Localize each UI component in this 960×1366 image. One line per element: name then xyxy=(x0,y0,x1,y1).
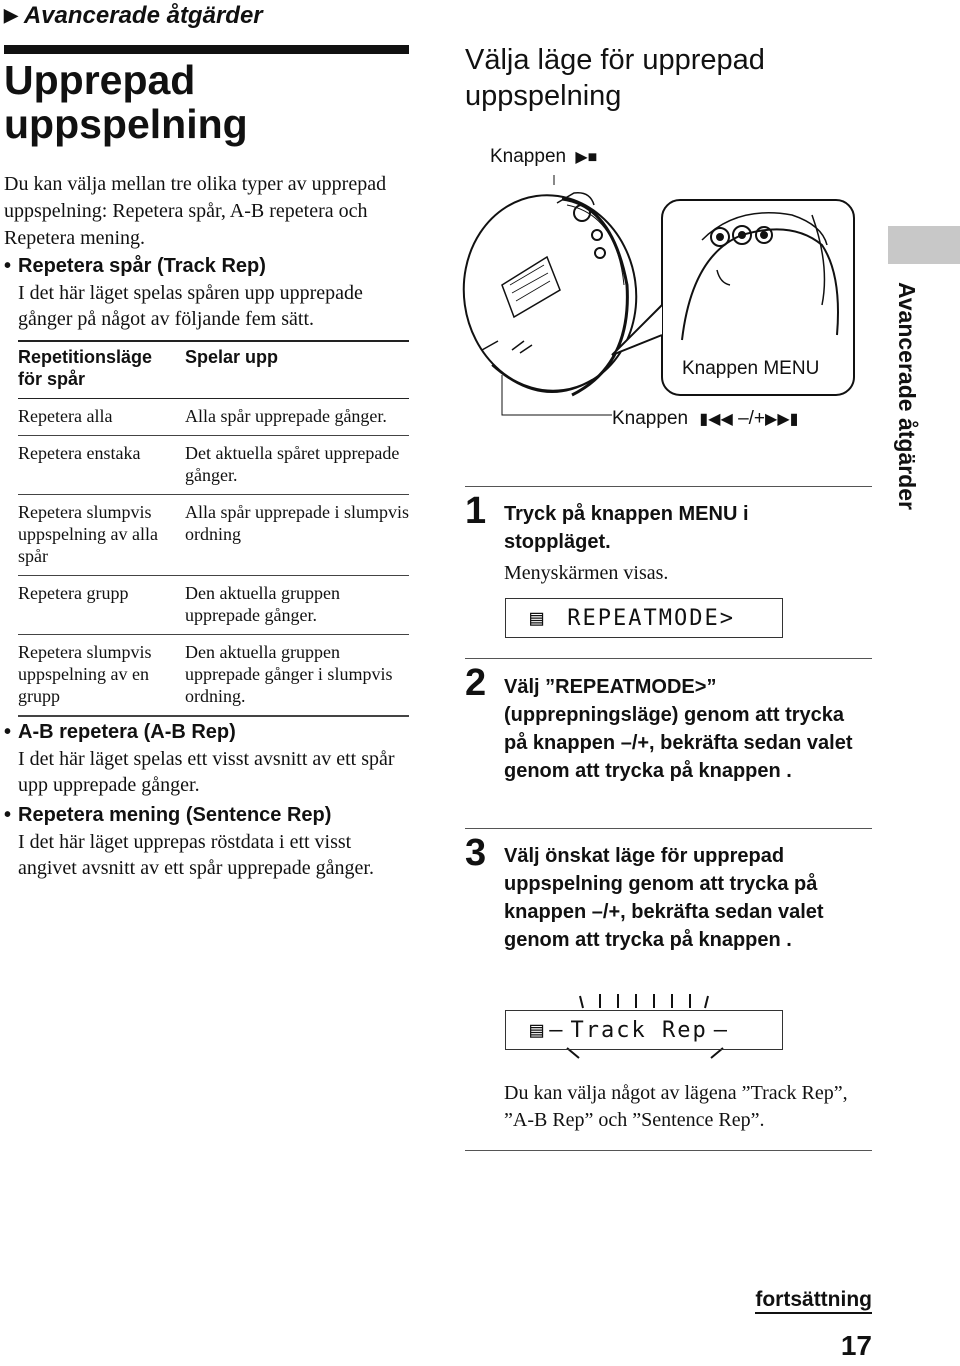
player-body xyxy=(462,184,649,402)
table-cell: Repetera alla xyxy=(18,399,185,436)
table-cell: Repetera slumpvis uppspelning av alla spår xyxy=(18,495,185,576)
bullet-dot-icon: • xyxy=(4,721,12,743)
table-row xyxy=(18,436,409,495)
menu-icon: ▤ xyxy=(530,605,546,631)
play-stop-icon: ▶■ xyxy=(575,149,598,166)
divider xyxy=(465,658,872,659)
continue-label: fortsättning xyxy=(755,1288,872,1314)
table-cell: Den aktuella gruppen upprepade gånger i slumpvis ordning. xyxy=(185,635,409,717)
bullet-title: Repetera spår (Track Rep) xyxy=(18,255,266,277)
table-cell: Det aktuella spåret upprepade gånger. xyxy=(185,436,409,495)
final-note: Du kan välja något av lägena ”Track Rep”, ”A-B Rep” och ”Sentence Rep”. xyxy=(504,1082,848,1131)
table-cell: Repetera enstaka xyxy=(18,436,185,495)
menu-button-label: Knappen MENU xyxy=(682,358,820,379)
bullet-title: Repetera mening (Sentence Rep) xyxy=(18,804,332,826)
step-number: 3 xyxy=(465,832,487,874)
page-number: 17 xyxy=(840,1330,872,1361)
bullet-sentence-rep xyxy=(4,802,409,881)
divider xyxy=(465,828,872,829)
bullet-text: I det här läget spelas spåren upp upprepade gånger på något av följande fem sätt. xyxy=(18,282,363,330)
bullet-dot-icon: • xyxy=(4,255,12,277)
table-header: Spelar upp xyxy=(185,341,409,399)
table-row xyxy=(18,635,409,717)
bullet-track-rep xyxy=(4,253,409,332)
step-note: Menyskärmen visas. xyxy=(504,562,669,584)
skip-back-icon: ▮◀◀ xyxy=(699,411,733,428)
lcd-display-track-rep: ▤ – Track Rep – xyxy=(505,1010,783,1050)
table-header: Repetitionsläge för spår xyxy=(18,341,185,399)
table-cell: Den aktuella gruppen upprepade gånger. xyxy=(185,576,409,635)
step-text: Välj önskat läge för upprepad uppspelning genom att trycka på knappen –/+, bekräfta sedan valet genom att trycka på knappen . xyxy=(504,845,824,951)
repeat-mode-table xyxy=(18,340,409,717)
title-rule xyxy=(4,45,409,54)
intro-text: Du kan välja mellan tre olika typer av upprepad uppspelning: Repetera spår, A-B repetera och Repetera mening. xyxy=(4,173,387,249)
zoomed-device-top xyxy=(682,213,838,340)
step-number: 2 xyxy=(465,662,487,704)
skip-button-label: Knappen ▮◀◀ –/+▶▶▮ xyxy=(612,408,799,429)
bullet-ab-rep xyxy=(4,719,409,798)
table-row xyxy=(18,576,409,635)
device-illustration xyxy=(462,175,862,435)
play-button-label: Knappen ▶■ xyxy=(490,146,598,167)
side-tab xyxy=(888,226,960,264)
table-cell: Alla spår upprepade gånger. xyxy=(185,399,409,436)
table-cell: Repetera slumpvis uppspelning av en grupp xyxy=(18,635,185,717)
step-text: Tryck på knappen MENU i stoppläget. xyxy=(504,503,749,553)
step-number: 1 xyxy=(465,490,487,532)
lcd-text: Track Rep xyxy=(570,1017,708,1043)
table-cell: Repetera grupp xyxy=(18,576,185,635)
divider xyxy=(465,1150,872,1151)
table-row xyxy=(18,399,409,436)
skip-forward-icon: ▶▶▮ xyxy=(765,411,799,428)
page-title: Upprepad uppspelning xyxy=(4,57,248,147)
side-label: Avancerade åtgärder xyxy=(894,282,920,510)
right-heading: Välja läge för upprepad uppspelning xyxy=(465,44,765,112)
section-header xyxy=(4,2,263,30)
table-row xyxy=(18,495,409,576)
menu-icon: ▤ xyxy=(530,1017,546,1043)
step-text: Välj ”REPEATMODE>” (upprepningsläge) genom att trycka på knappen –/+, bekräfta sedan valet genom att trycka på knappen . xyxy=(504,676,853,782)
bullet-text: I det här läget upprepas röstdata i ett visst angivet avsnitt av ett spår upprepade gånger. xyxy=(18,831,374,879)
bullet-text: I det här läget spelas ett visst avsnitt av ett spår upp upprepade gånger. xyxy=(18,748,395,796)
divider xyxy=(465,486,872,487)
table-cell: Alla spår upprepade i slumpvis ordning xyxy=(185,495,409,576)
play-arrow-icon: ▶ xyxy=(4,5,18,25)
bullet-title: A-B repetera (A-B Rep) xyxy=(18,721,236,743)
lcd-display-repeatmode xyxy=(505,598,783,638)
bullet-dot-icon: • xyxy=(4,804,12,826)
lcd-text: REPEATMODE> xyxy=(567,605,735,631)
table-header-row xyxy=(18,341,409,399)
section-header-label: Avancerade åtgärder xyxy=(23,2,263,29)
